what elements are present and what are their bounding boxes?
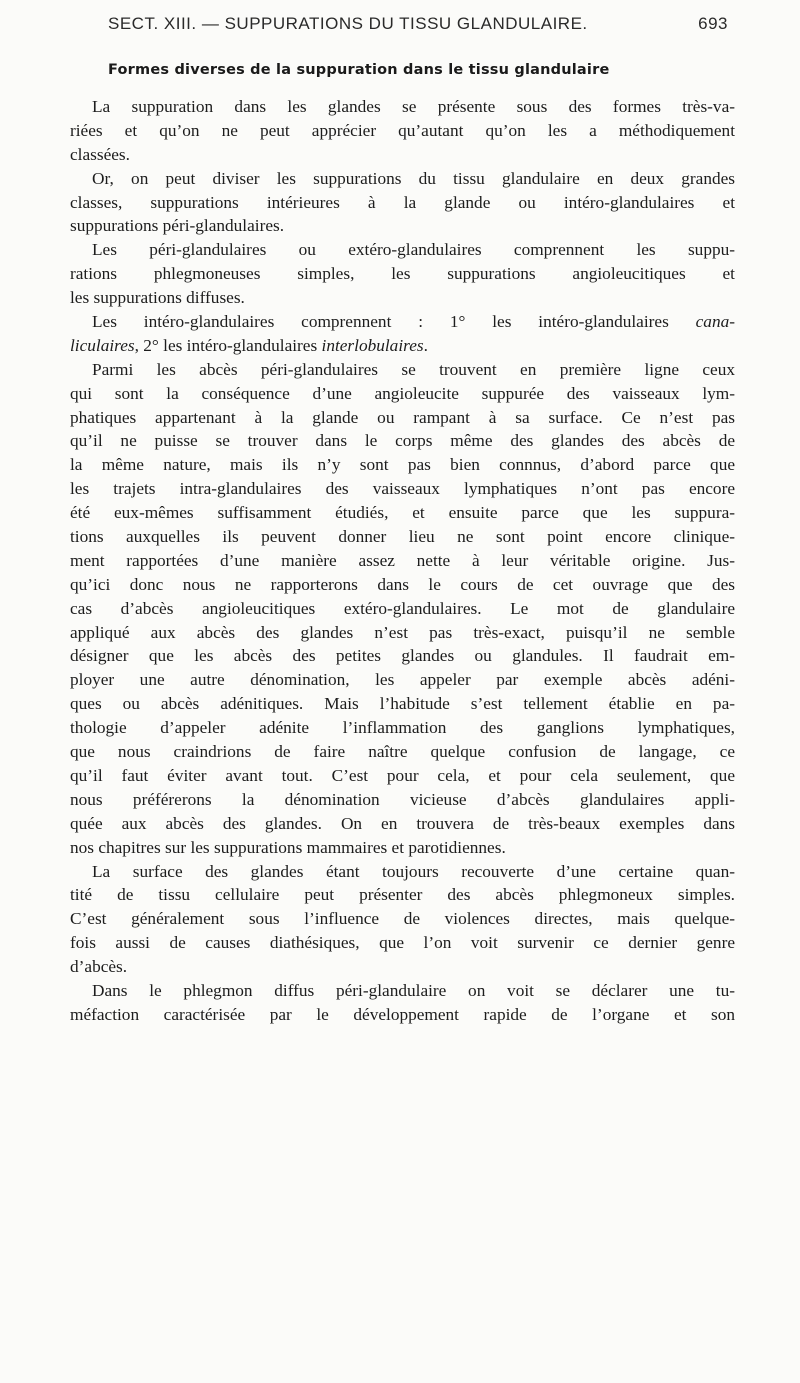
text-run: C’est généralement sous l’influence de violences directes, mais quelque- — [70, 909, 735, 929]
text-run: fois aussi de causes diathésiques, que l’on voit survenir ce dernier genre — [70, 933, 735, 953]
text-line — [70, 907, 735, 931]
text-run: La suppuration dans les glandes se présente sous des formes très-va- — [92, 97, 735, 116]
text-line — [70, 214, 735, 238]
text-line — [70, 931, 735, 955]
text-line — [70, 501, 735, 525]
text-line — [70, 358, 735, 382]
text-line — [70, 597, 735, 621]
text-line — [70, 668, 735, 692]
text-run: suppurations péri-glandulaires. — [70, 216, 285, 236]
text-line — [70, 955, 735, 979]
text-run: appliqué aux abcès des glandes n’est pas très-exact, puisqu’il ne semble — [70, 622, 735, 642]
text-line — [70, 406, 735, 430]
text-run: cas d’abcès angioleucitiques extéro-glandulaires. Le mot de glandulaire — [70, 598, 735, 618]
text-line — [70, 979, 735, 1003]
text-line — [70, 191, 735, 215]
body-text — [70, 95, 735, 1027]
text-line — [70, 860, 735, 884]
text-run: classes, suppurations intérieures à la glande ou intéro-glandulaires et — [70, 192, 735, 212]
text-line — [70, 883, 735, 907]
italic-run: liculaires — [70, 335, 135, 355]
text-run: riées et qu’on ne peut apprécier qu’autant qu’on les a méthodiquement — [70, 120, 735, 140]
text-run: ployer une autre dénomination, les appeler par exemple abcès adéni- — [70, 670, 735, 690]
italic-run: interlobulaires — [321, 335, 424, 355]
text-run: Parmi les abcès péri-glandulaires se trouvent en première ligne ceux — [92, 359, 735, 379]
text-line — [70, 788, 735, 812]
running-head-title: SECT. XIII. — SUPPURATIONS DU TISSU GLANDULAIRE. — [108, 14, 588, 33]
text-run: thologie d’appeler adénite l’inflammation des ganglions lymphatiques, — [70, 718, 735, 738]
text-line — [70, 716, 735, 740]
text-run: qui sont la conséquence d’une angioleucite suppurée des vaisseaux lym- — [70, 383, 735, 403]
text-run: quée aux abcès des glandes. On en trouvera de très-beaux exemples dans — [70, 813, 735, 833]
text-line — [70, 836, 735, 860]
text-line — [70, 262, 735, 286]
text-line — [70, 95, 735, 119]
text-line — [70, 286, 735, 310]
text-run: Dans le phlegmon diffus péri-glandulaire on voit se déclarer une tu- — [92, 980, 735, 1000]
text-line — [70, 453, 735, 477]
text-run: Or, on peut diviser les suppurations du tissu glandulaire en deux grandes — [92, 168, 735, 188]
text-run: Les intéro-glandulaires comprennent : 1° les intéro-glandulaires — [92, 312, 696, 332]
text-line — [70, 525, 735, 549]
text-run: nous préférerons la dénomination vicieuse d’abcès glandulaires appli- — [70, 789, 735, 809]
text-run: qu’il ne puisse se trouver dans le corps même des glandes des abcès de — [70, 431, 735, 451]
text-run: d’abcès. — [70, 957, 128, 977]
text-line — [70, 238, 735, 262]
text-run: Les péri-glandulaires ou extéro-glandulaires comprennent les suppu- — [92, 240, 735, 260]
text-line — [70, 334, 735, 358]
text-run: été eux-mêmes suffisamment étudiés, et ensuite parce que les suppura- — [70, 503, 735, 523]
running-head — [108, 14, 728, 44]
text-run: que nous craindrions de faire naître quelque confusion de langage, ce — [70, 742, 735, 762]
text-run: la même nature, mais ils n’y sont pas bien connnus, d’abord parce que — [70, 455, 735, 475]
text-line — [70, 429, 735, 453]
text-line — [70, 310, 735, 334]
text-run: ment rapportées d’une manière assez nette à leur véritable origine. Jus- — [70, 550, 735, 570]
text-run: , 2° les intéro-glandulaires — [134, 335, 322, 355]
text-run: . — [423, 335, 428, 355]
text-line — [70, 764, 735, 788]
text-run: nos chapitres sur les suppurations mammaires et parotidiennes. — [70, 837, 506, 857]
text-run: désigner que les abcès des petites glandes ou glandules. Il faudrait em- — [70, 646, 735, 666]
text-run: rations phlegmoneuses simples, les suppurations angioleucitiques et — [70, 264, 735, 284]
text-line — [70, 692, 735, 716]
text-line — [70, 812, 735, 836]
text-line — [70, 143, 735, 167]
text-line — [70, 740, 735, 764]
text-line — [70, 382, 735, 406]
text-run: qu’il faut éviter avant tout. C’est pour cela, et pour cela seulement, que — [70, 765, 735, 785]
text-line — [70, 119, 735, 143]
text-line — [70, 644, 735, 668]
text-run: les suppurations diffuses. — [70, 288, 245, 308]
text-run: tité de tissu cellulaire peut présenter des abcès phlegmoneux simples. — [70, 885, 735, 905]
text-run: les trajets intra-glandulaires des vaisseaux lymphatiques n’ont pas encore — [70, 479, 735, 499]
text-line — [70, 549, 735, 573]
text-line — [70, 1003, 735, 1027]
italic-run: cana- — [695, 312, 735, 332]
section-heading: Formes diverses de la suppuration dans le tissu glandulaire — [108, 62, 610, 78]
text-line — [70, 477, 735, 501]
page-number: 693 — [698, 14, 728, 33]
text-run: tions auxquelles ils peuvent donner lieu ne sont point encore clinique- — [70, 527, 735, 547]
text-line — [70, 621, 735, 645]
text-line — [70, 167, 735, 191]
text-line — [70, 573, 735, 597]
text-run: qu’ici donc nous ne rapporterons dans le cours de cet ouvrage que des — [70, 574, 735, 594]
text-run: méfaction caractérisée par le développement rapide de l’organe et son — [70, 1004, 735, 1024]
text-run: classées. — [70, 144, 130, 164]
text-run: La surface des glandes étant toujours recouverte d’une certaine quan- — [92, 861, 735, 881]
text-run: ques ou abcès adénitiques. Mais l’habitude s’est tellement établie en pa- — [70, 694, 735, 714]
text-run: phatiques appartenant à la glande ou rampant à sa surface. Ce n’est pas — [70, 407, 735, 427]
